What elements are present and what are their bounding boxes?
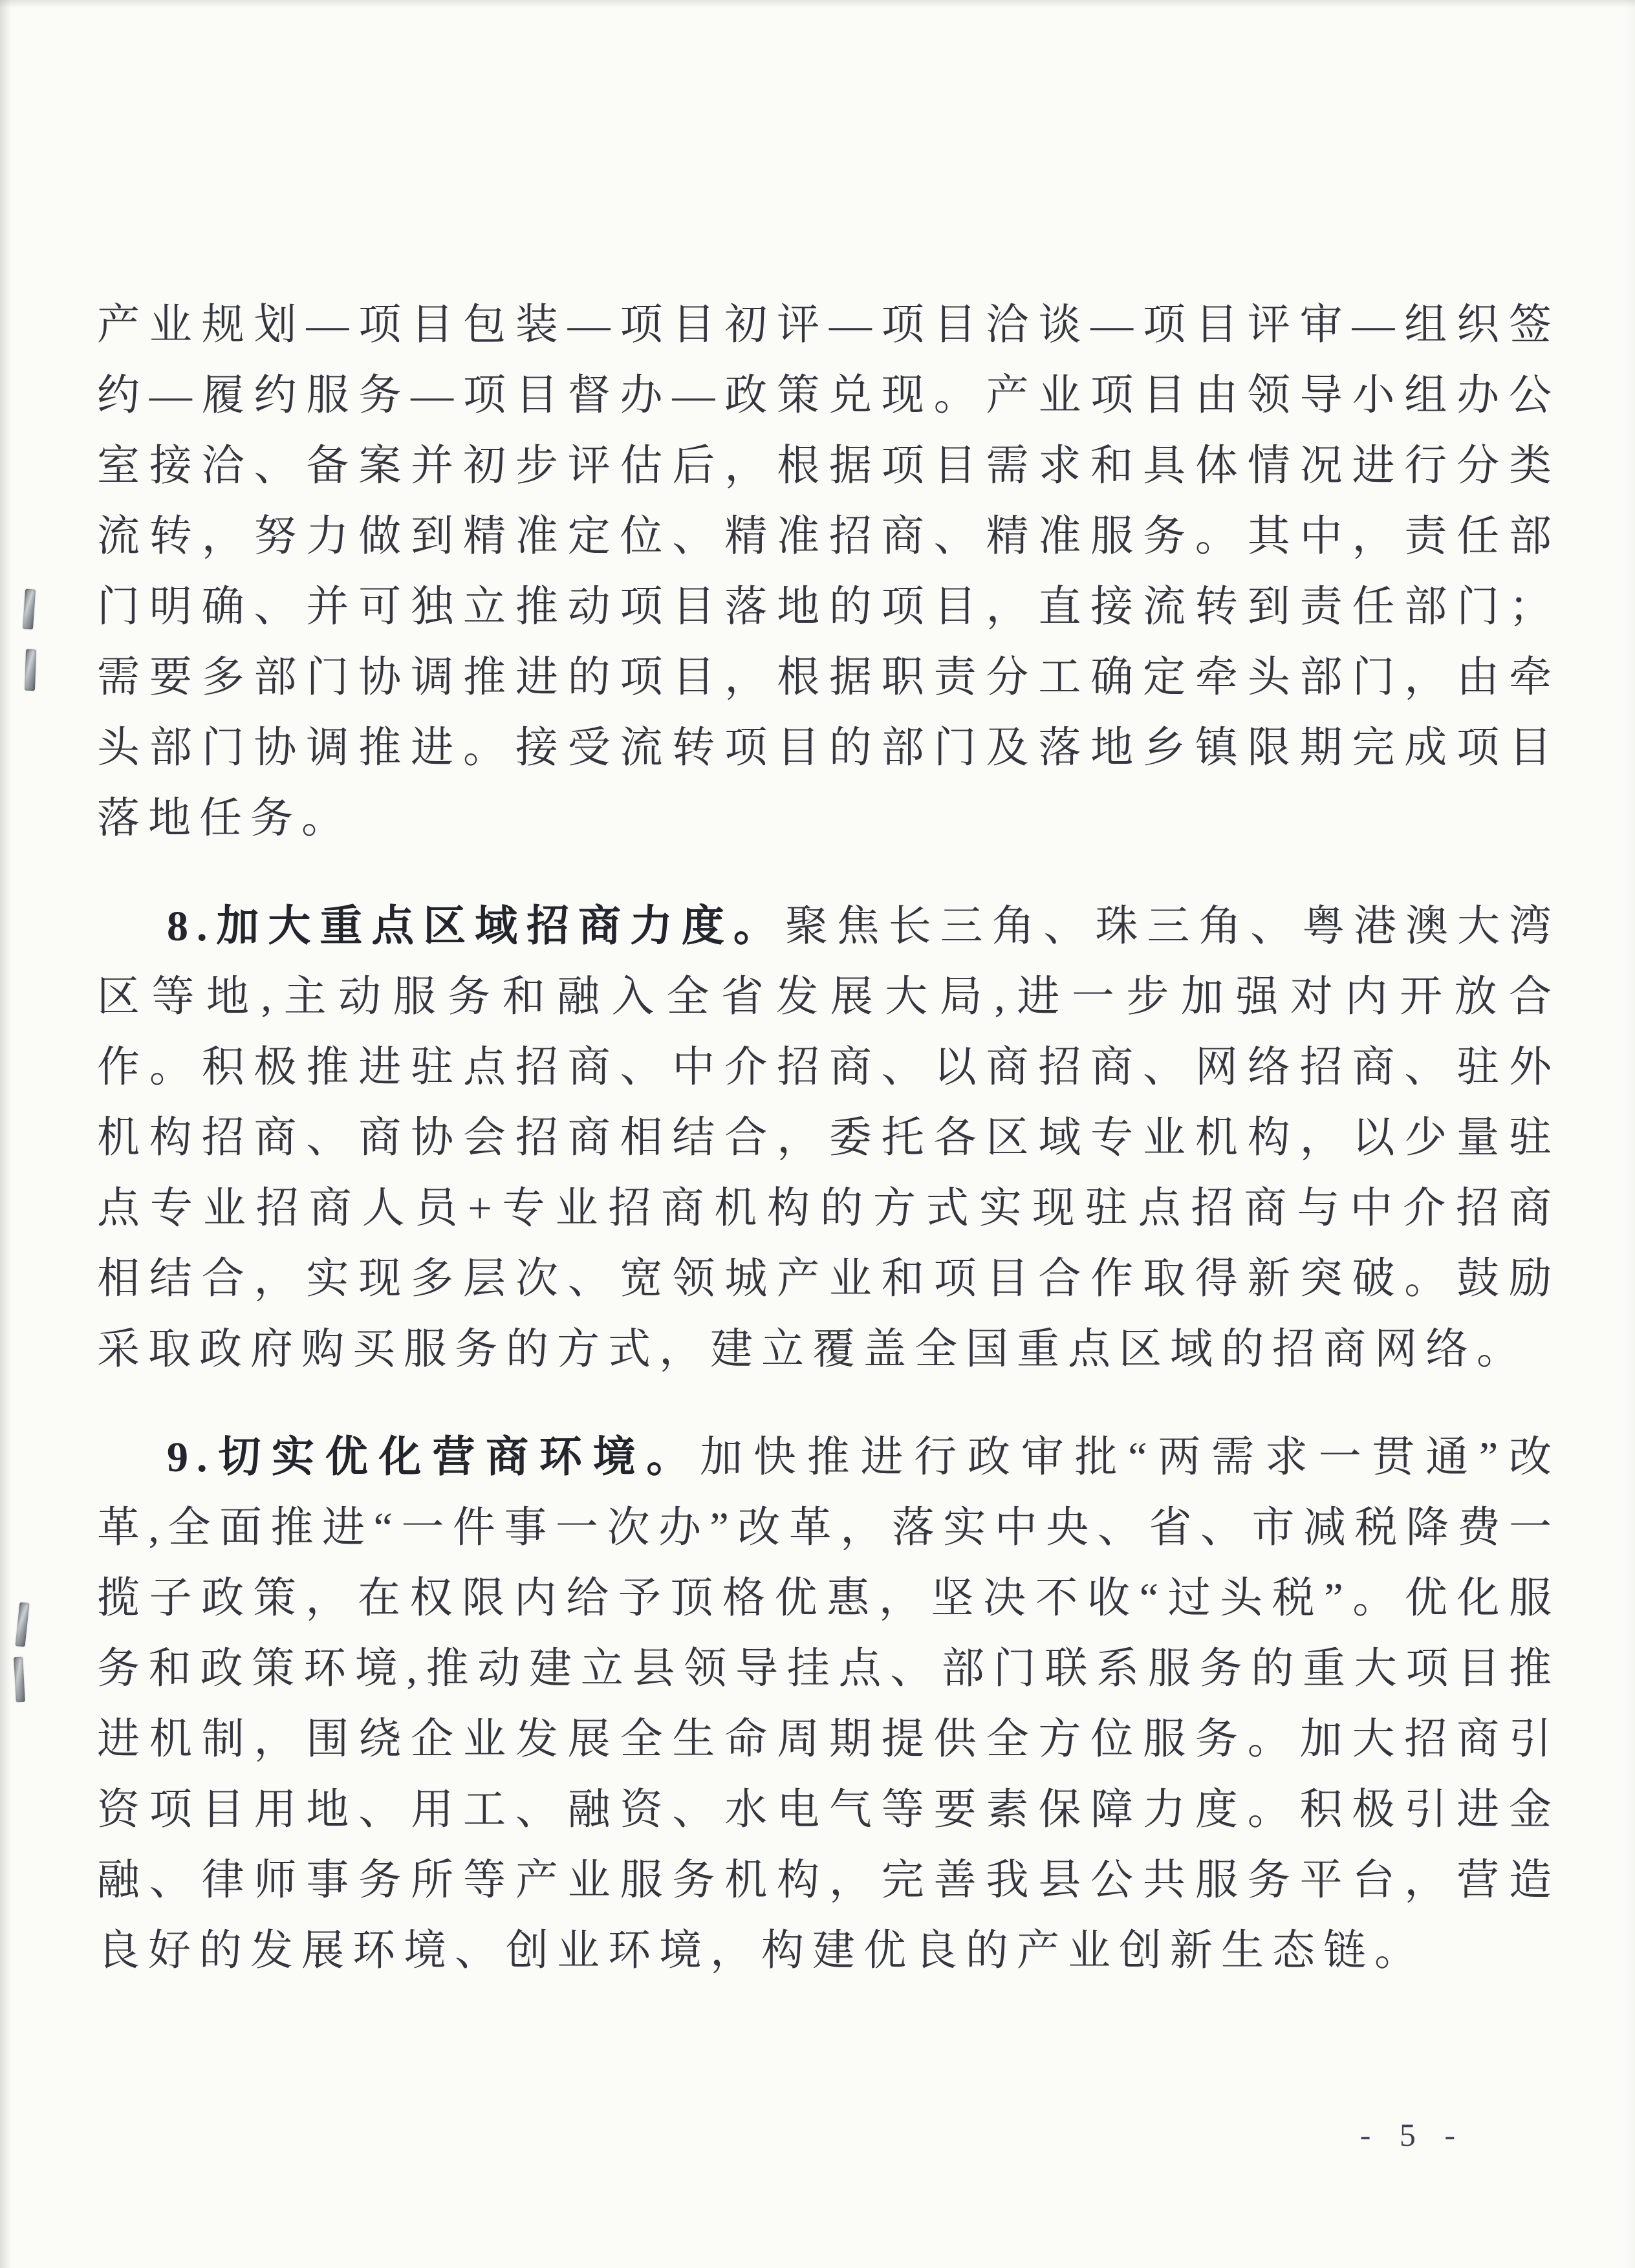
staple-mark-lower-2 [14, 1657, 25, 1703]
paragraph-continuation-text: 产业规划—项目包装—项目初评—项目洽谈—项目评审—组织签约—履约服务—项目督办—政策兑现。产业项目由领导小组办公室接洽、备案并初步评估后，根据项目需求和具体情况进行分类流转，努力做到精准定位、精准招商、精准服务。其中，责任部门明确、并可独立推动项目落地的项目，直接流转到责任部门；需要多部门协调推进的项目，根据职责分工确定牵头部门，由牵头部门协调推进。接受流转项目的部门及落地乡镇限期完成项目落地任务。 [97, 301, 1560, 842]
paper-edge-shadow-top [0, 0, 1635, 6]
paragraph-item-8 [97, 891, 1560, 1385]
staple-mark-lower-1 [15, 1602, 29, 1647]
document-body [97, 290, 1560, 1986]
paragraph-item-8-heading: 8.加大重点区域招商力度。 [167, 903, 785, 950]
paragraph-item-9-text: 加快推进行政审批“两需求一贯通”改革,全面推进“一件事一次办”改革，落实中央、省、市减税降费一揽子政策，在权限内给予顶格优惠，坚决不收“过头税”。优化服务和政策环境,推动建立县领导挂点、部门联系服务的重大项目推进机制，围绕企业发展全生命周期提供全方位服务。加大招商引资项目用地、用工、融资、水电气等要素保障力度。积极引进金融、律师事务所等产业服务机构，完善我县公共服务平台，营造良好的发展环境、创业环境，构建优良的产业创新生态链。 [97, 1434, 1560, 1974]
paper-edge-shadow-left [0, 0, 10, 2268]
page-number: - 5 - [1359, 2117, 1466, 2153]
paragraph-item-9-heading: 9.切实优化营商环境。 [167, 1434, 700, 1481]
paragraph-continuation [97, 290, 1560, 854]
paragraph-item-8-text: 聚焦长三角、珠三角、粤港澳大湾区等地,主动服务和融入全省发展大局,进一步加强对内开放合作。积极推进驻点招商、中介招商、以商招商、网络招商、驻外机构招商、商协会招商相结合，委托各区域专业机构，以少量驻点专业招商人员+专业招商机构的方式实现驻点招商与中介招商相结合，实现多层次、宽领城产业和项目合作取得新突破。鼓励采取政府购买服务的方式，建立覆盖全国重点区域的招商网络。 [97, 903, 1561, 1373]
staple-mark-upper-2 [25, 649, 36, 691]
paragraph-item-9 [97, 1422, 1560, 1986]
staple-mark-upper-1 [23, 589, 36, 630]
